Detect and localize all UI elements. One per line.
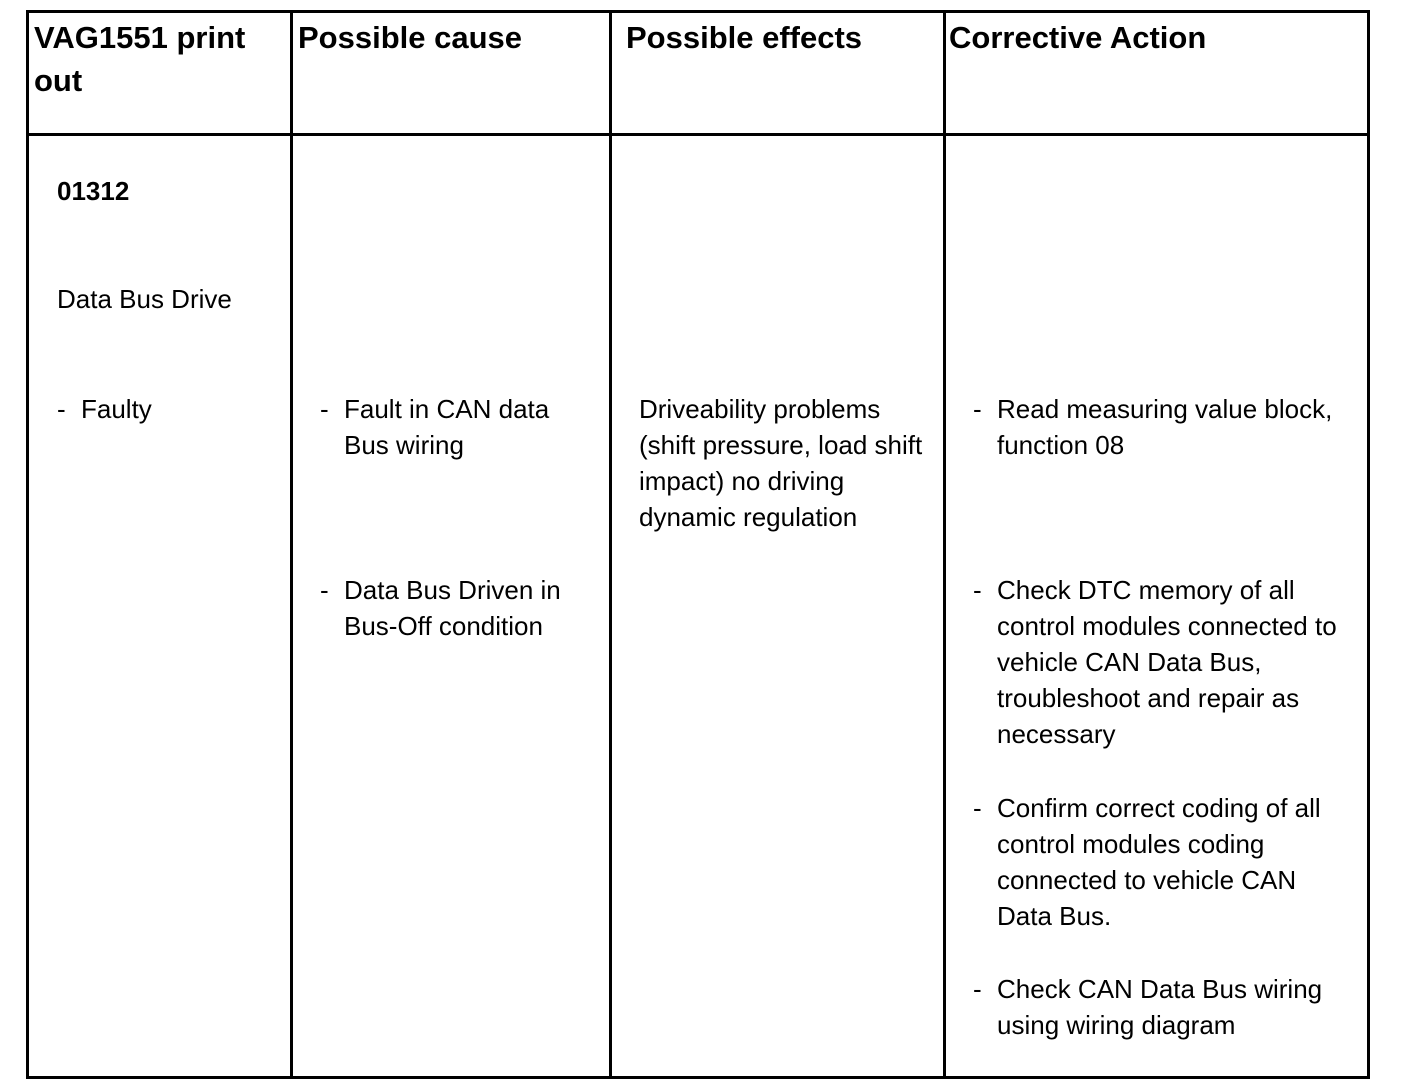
cause-item [320, 391, 592, 463]
cause-text: Fault in CAN data Bus wiring [344, 394, 550, 460]
column-divider [943, 13, 946, 1076]
dash-marker: - [973, 974, 982, 1004]
effects-text: Driveability problems (shift pressure, load shift impact) no driving dynamic regulation [639, 394, 923, 532]
header-possible-effects: Possible effects [626, 20, 863, 55]
fault-description: Data Bus Drive [57, 284, 232, 314]
dash-marker: - [320, 575, 329, 605]
action-text: Check CAN Data Bus wiring using wiring diagram [997, 974, 1323, 1040]
action-item [973, 971, 1345, 1043]
dash-marker: - [973, 575, 982, 605]
dash-marker: - [973, 394, 982, 424]
fault-code: 01312 [57, 176, 130, 206]
header-possible-cause: Possible cause [298, 20, 523, 55]
action-text: Check DTC memory of all control modules connected to vehicle CAN Data Bus, troubleshoot and repair as necessary [997, 575, 1337, 749]
header-corrective-action: Corrective Action [949, 20, 1207, 55]
action-item [973, 572, 1345, 752]
dash-marker: - [57, 394, 66, 424]
column-divider [609, 13, 612, 1076]
header-divider [29, 133, 1367, 136]
diagnostic-table [26, 10, 1370, 1079]
action-text: Confirm correct coding of all control modules coding connected to vehicle CAN Data Bus. [997, 793, 1321, 931]
action-item [973, 391, 1345, 463]
dash-marker: - [320, 394, 329, 424]
header-vag1551-printout: VAG1551 print out [34, 20, 246, 98]
action-item [973, 790, 1345, 934]
cause-text: Data Bus Driven in Bus-Off condition [344, 575, 561, 641]
column-divider [290, 13, 293, 1076]
fault-symptom [57, 391, 277, 427]
fault-symptom-text: Faulty [81, 394, 152, 424]
dash-marker: - [973, 793, 982, 823]
cause-item [320, 572, 592, 644]
action-text: Read measuring value block, function 08 [997, 394, 1333, 460]
